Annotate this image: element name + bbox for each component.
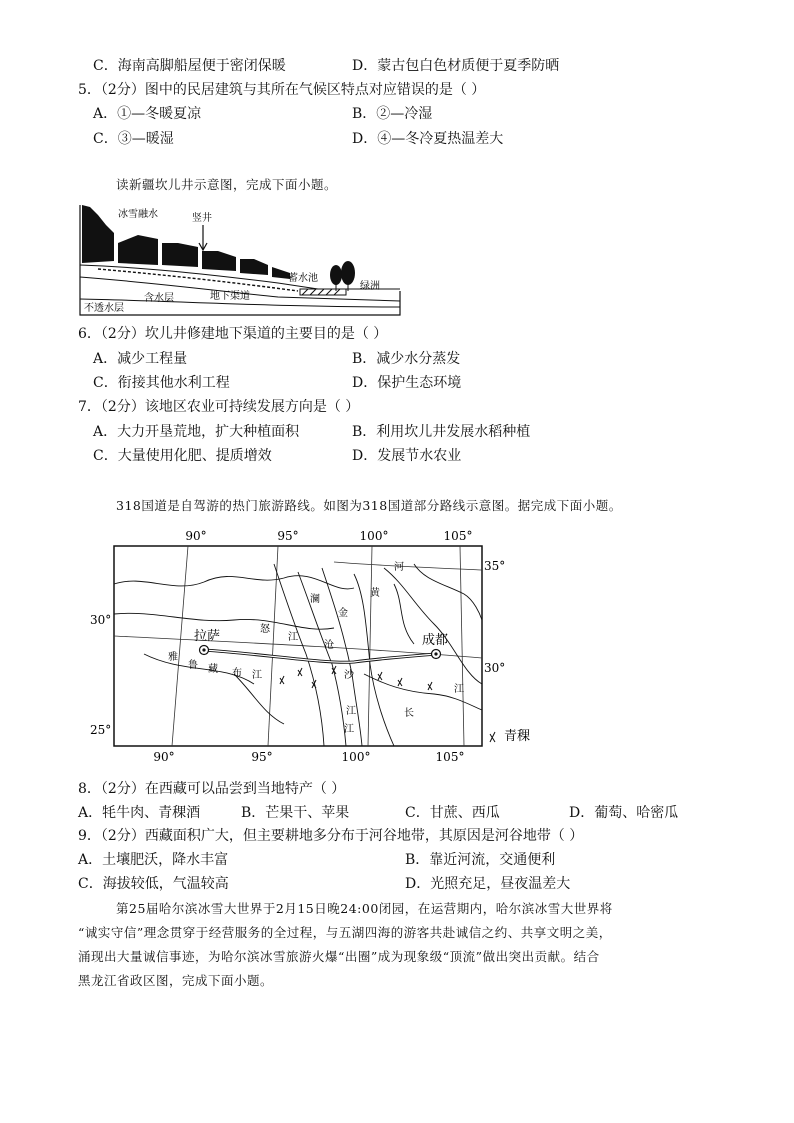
- q6-stem: 6．（2分）坎儿井修建地下渠道的主要目的是（ ）: [78, 326, 388, 342]
- label-reservoir: 蓄水池: [288, 273, 318, 284]
- river-yangtze-2: 江: [454, 684, 464, 695]
- q5-option-b: B．②—冷湿: [352, 106, 433, 122]
- q9-option-b: B．靠近河流，交通便利: [405, 852, 556, 868]
- karez-intro: 读新疆坎儿井示意图，完成下面小题。: [116, 177, 338, 192]
- bottom-tick-100: 100°: [341, 750, 371, 764]
- right-tick-30: 30°: [484, 661, 506, 675]
- q8-option-b: B．芒果干、苹果: [241, 805, 350, 821]
- label-shaft: 竖井: [192, 213, 212, 224]
- q6-option-a: A．减少工程量: [93, 351, 188, 367]
- river-yellow-1: 黄: [370, 588, 380, 599]
- q8-stem: 8．（2分）在西藏可以品尝到当地特产（ ）: [78, 781, 346, 797]
- q7-option-b: B．利用坎儿井发展水稻种植: [352, 424, 531, 440]
- q9-option-d: D．光照充足，昼夜温差大: [405, 876, 571, 892]
- river-lancang-1: 澜: [310, 594, 320, 605]
- label-oasis: 绿洲: [360, 281, 380, 292]
- label-aquifer: 含水层: [144, 293, 174, 304]
- river-yarlung-1: 雅: [168, 652, 178, 663]
- river-lancang-2: 沧: [324, 640, 334, 651]
- bottom-tick-105: 105°: [435, 750, 465, 764]
- top-tick-95: 95°: [277, 529, 299, 543]
- q4-option-d: D．蒙古包白色材质便于夏季防晒: [352, 58, 560, 74]
- harbin-intro-line3: 涌现出大量诚信事迹，为哈尔滨冰雪旅游火爆“出圈”成为现象级“顶流”做出突出贡献。结合: [78, 949, 600, 964]
- river-yarlung-2: 鲁: [188, 660, 198, 671]
- river-yellow-2: 河: [394, 562, 404, 573]
- bottom-tick-90: 90°: [153, 750, 175, 764]
- river-jinsha-3: 江: [346, 706, 356, 717]
- river-nu-1: 怒: [260, 624, 270, 635]
- q9-option-a: A．土壤肥沃，降水丰富: [78, 852, 229, 868]
- q8-option-a: A．牦牛肉、青稞酒: [78, 805, 201, 821]
- q7-option-d: D．发展节水农业: [352, 448, 462, 464]
- q9-option-c: C．海拔较低，气温较高: [78, 876, 229, 892]
- river-yangtze-1: 长: [404, 708, 414, 719]
- q8-option-c: C．甘蔗、西瓜: [405, 805, 500, 821]
- q5-option-c: C．③—暖湿: [93, 131, 174, 147]
- river-jinsha-1: 金: [338, 608, 348, 619]
- top-tick-105: 105°: [443, 529, 473, 543]
- top-tick-100: 100°: [359, 529, 389, 543]
- karez-diagram: [78, 203, 403, 318]
- river-yarlung-4: 布: [232, 668, 242, 679]
- q8-option-d: D．葡萄、哈密瓜: [569, 805, 679, 821]
- q5-option-a: A．①—冬暖夏凉: [93, 106, 202, 122]
- q9-stem: 9．（2分）西藏面积广大，但主要耕地多分布于河谷地带，其原因是河谷地带（ ）: [78, 828, 584, 844]
- label-channel: 地下渠道: [210, 291, 250, 302]
- q6-option-b: B．减少水分蒸发: [352, 351, 461, 367]
- river-nu-2: 江: [288, 632, 298, 643]
- harbin-intro-line2: “诚实守信”理念贯穿于经营服务的全过程，与五湖四海的游客共赴诚信之约、共享文明之美，: [78, 925, 612, 940]
- bottom-tick-95: 95°: [251, 750, 273, 764]
- route318-intro: 318国道是自驾游的热门旅游路线。如图为318国道部分路线示意图。据完成下面小题。: [116, 498, 622, 513]
- city-chengdu: 成都: [422, 633, 449, 648]
- q4-option-c: C．海南高脚船屋便于密闭保暖: [93, 58, 286, 74]
- harbin-intro-line1: 第25届哈尔滨冰雪大世界于2月15日晚24:00闭园，在运营期内，哈尔滨冰雪大世界将: [116, 901, 613, 916]
- q5-stem: 5．（2分）图中的民居建筑与其所在气候区特点对应错误的是（ ）: [78, 82, 486, 98]
- river-yarlung-3: 藏: [208, 664, 218, 675]
- q7-stem: 7．（2分）该地区农业可持续发展方向是（ ）: [78, 399, 360, 415]
- q7-option-a: A．大力开垦荒地，扩大种植面积: [93, 424, 300, 440]
- left-tick-25: 25°: [90, 723, 112, 737]
- q7-option-c: C．大量使用化肥、提质增效: [93, 448, 272, 464]
- top-tick-90: 90°: [185, 529, 207, 543]
- river-lancang-3: 江: [344, 724, 354, 735]
- route318-map: [84, 524, 544, 764]
- left-tick-30: 30°: [90, 613, 112, 627]
- river-jinsha-2: 沙: [344, 670, 354, 681]
- legend-barley: 青稞: [504, 729, 531, 744]
- q6-option-c: C．衔接其他水利工程: [93, 375, 230, 391]
- city-lhasa: 拉萨: [194, 629, 221, 644]
- label-glacier: 冰雪融水: [118, 209, 158, 220]
- label-impermeable: 不透水层: [84, 303, 124, 314]
- river-yarlung-5: 江: [252, 670, 262, 681]
- right-tick-35: 35°: [484, 559, 506, 573]
- harbin-intro-line4: 黑龙江省政区图，完成下面小题。: [78, 973, 274, 988]
- q6-option-d: D．保护生态环境: [352, 375, 462, 391]
- q5-option-d: D．④—冬冷夏热温差大: [352, 131, 504, 147]
